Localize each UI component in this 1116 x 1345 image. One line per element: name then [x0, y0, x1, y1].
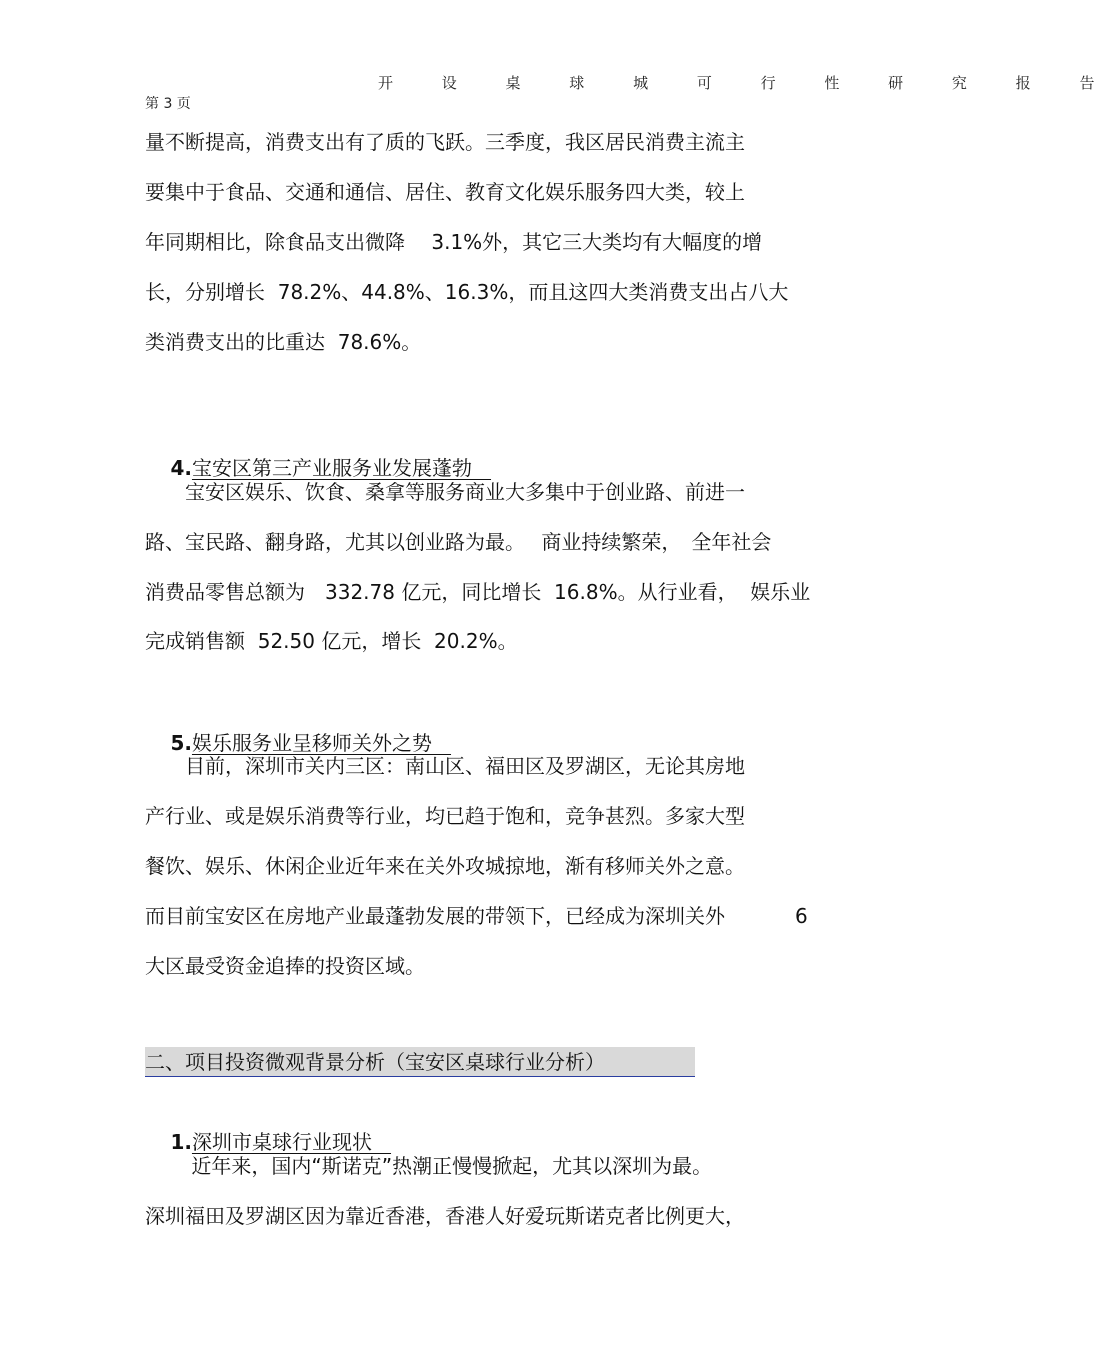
paragraph-line: 路、宝民路、翻身路，尤其以创业路为最。 商业持续繁荣， 全年社会: [145, 530, 772, 554]
paragraph-line: 量不断提高，消费支出有了质的飞跃。三季度，我区居民消费主流主: [145, 130, 745, 154]
paragraph-line: 近年来，国内“斯诺克”热潮正慢慢掀起，尤其以深圳为最。: [145, 1154, 713, 1178]
paragraph-line: 类消费支出的比重达 78.6%。: [145, 330, 422, 354]
paragraph-line: 目前，深圳市关内三区：南山区、福田区及罗湖区，无论其房地: [145, 754, 745, 778]
paragraph-line: 深圳福田及罗湖区因为靠近香港，香港人好爱玩斯诺克者比例更大，: [145, 1204, 745, 1228]
heading-title: 深圳市桌球行业现状: [191, 1130, 392, 1154]
heading-number: 5.: [170, 731, 192, 755]
heading-number: 1.: [170, 1130, 192, 1154]
paragraph-line: 而目前宝安区在房地产业最蓬勃发展的带领下，已经成为深圳关外: [145, 904, 725, 928]
paragraph-line: 完成销售额 52.50 亿元，增长 20.2%。: [145, 629, 518, 653]
heading-number: 4.: [170, 456, 192, 480]
paragraph-line: 餐饮、娱乐、休闲企业近年来在关外攻城掠地，渐有移师关外之意。: [145, 854, 745, 878]
section-heading-2: 二、项目投资微观背景分析（宝安区桌球行业分析）: [145, 1047, 695, 1077]
trailing-number: 6: [795, 904, 808, 928]
heading-title: 娱乐服务业呈移师关外之势: [191, 731, 452, 755]
page-number: 第 3 页: [145, 96, 191, 112]
paragraph-line: 宝安区娱乐、饮食、桑拿等服务商业大多集中于创业路、前进一: [145, 480, 745, 504]
running-header-title: 开 设 桌 球 城 可 行 性 研 究 报 告: [378, 74, 1116, 92]
paragraph-line: 大区最受资金追捧的投资区域。: [145, 954, 425, 978]
paragraph-line: 年同期相比，除食品支出微降 3.1%外，其它三大类均有大幅度的增: [145, 230, 763, 254]
paragraph-line: 长，分别增长 78.2%、44.8%、16.3%，而且这四大类消费支出占八大: [145, 280, 789, 304]
paragraph-line: 要集中于食品、交通和通信、居住、教育文化娱乐服务四大类，较上: [145, 180, 745, 204]
paragraph-line: 消费品零售总额为 332.78 亿元，同比增长 16.8%。从行业看， 娱乐业: [145, 580, 811, 604]
paragraph-line: 产行业、或是娱乐消费等行业，均已趋于饱和，竞争甚烈。多家大型: [145, 804, 745, 828]
heading-title: 宝安区第三产业服务业发展蓬勃: [191, 456, 492, 480]
